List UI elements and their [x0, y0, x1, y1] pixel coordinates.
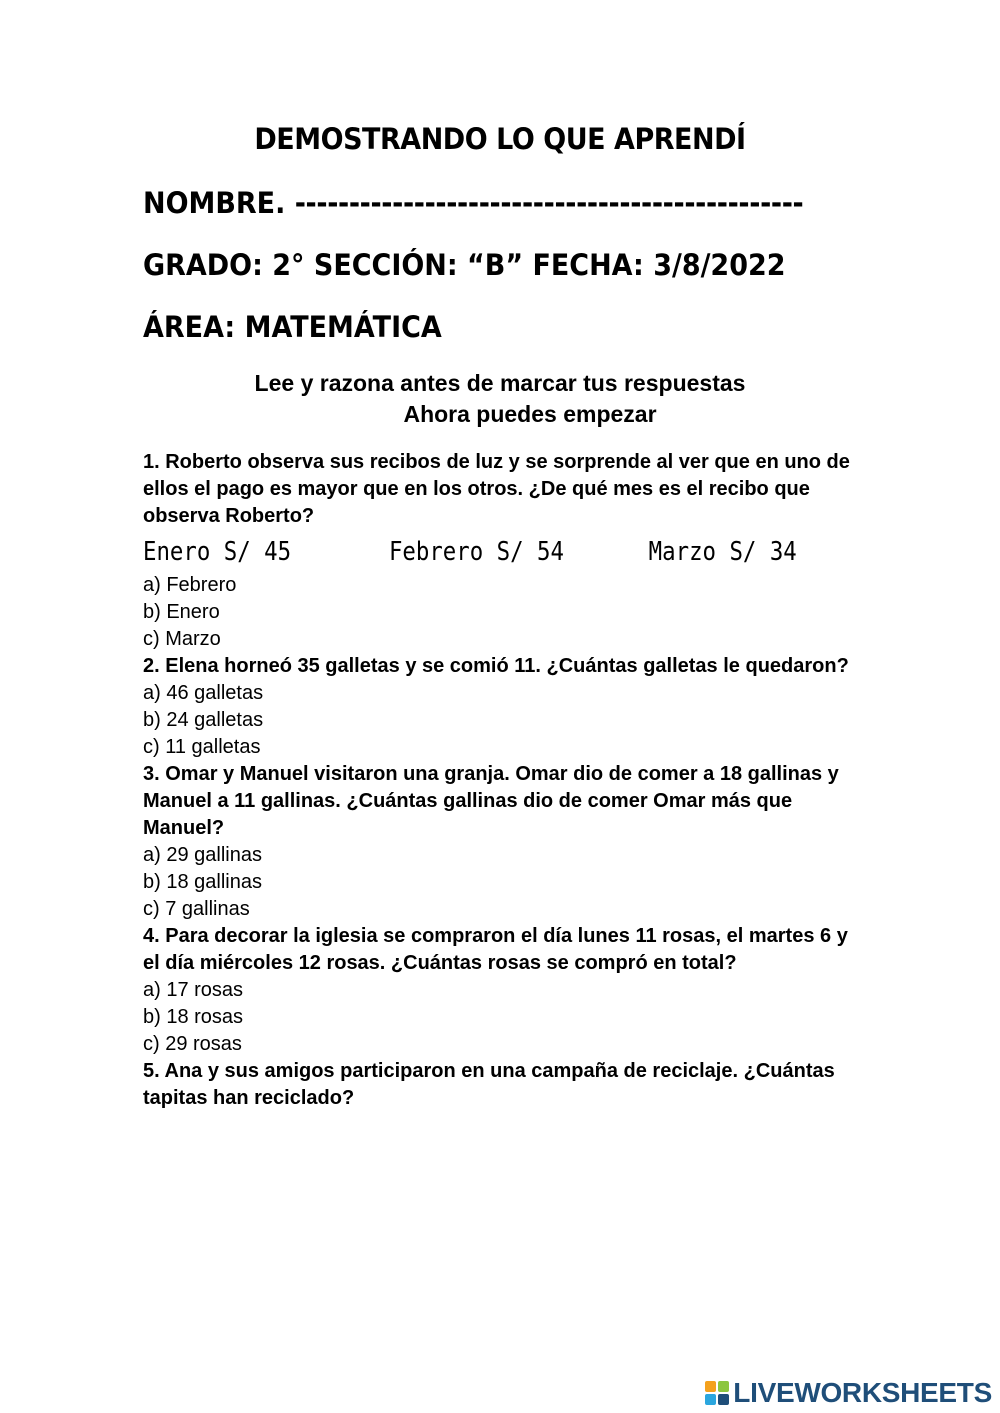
question-1-receipts	[143, 534, 857, 570]
page-title: DEMOSTRANDO LO QUE APRENDÍ	[254, 122, 746, 156]
questions-section	[143, 449, 863, 1112]
name-line	[143, 186, 803, 220]
question-2-option-c[interactable]: c) 11 galletas	[143, 736, 261, 758]
question-4-option-a[interactable]: a) 17 rosas	[143, 979, 244, 1001]
subject-area-line: ÁREA: MATEMÁTICA	[143, 310, 442, 344]
name-label: NOMBRE.	[143, 186, 286, 220]
receipt-march: Marzo S/ 34	[648, 537, 797, 567]
instructions	[0, 368, 1000, 430]
name-blank-field[interactable]: -----------------------------------------------	[294, 186, 804, 220]
receipt-february: Febrero S/ 54	[388, 537, 564, 567]
question-2-text: 2. Elena horneó 35 galletas y se comió 11. ¿Cuántas galletas le quedaron?	[143, 655, 849, 677]
liveworksheets-logo	[705, 1375, 992, 1411]
question-1-option-a[interactable]: a) Febrero	[143, 574, 237, 596]
receipt-january: Enero S/ 45	[143, 537, 292, 567]
question-4-option-c[interactable]: c) 29 rosas	[143, 1033, 242, 1055]
question-1-option-b[interactable]: b) Enero	[143, 601, 220, 623]
question-3-text: 3. Omar y Manuel visitaron una granja. Omar dio de comer a 18 gallinas y Manuel a 11 gallinas. ¿Cuántas gallinas dio de comer Omar más que Manuel?	[143, 763, 839, 839]
liveworksheets-brand-text: LIVEWORKSHEETS	[733, 1377, 992, 1408]
question-1-text: 1. Roberto observa sus recibos de luz y se sorprende al ver que en uno de ellos el pago es mayor que en los otros. ¿De qué mes es el recibo que observa Roberto?	[143, 451, 850, 527]
question-2-option-b[interactable]: b) 24 galletas	[143, 709, 264, 731]
question-4-text: 4. Para decorar la iglesia se compraron el día lunes 11 rosas, el martes 6 y el día miércoles 12 rosas. ¿Cuántas rosas se compró en total?	[143, 925, 848, 974]
question-3-option-c[interactable]: c) 7 gallinas	[143, 898, 250, 920]
question-3-option-a[interactable]: a) 29 gallinas	[143, 844, 262, 866]
question-2-option-a[interactable]: a) 46 galletas	[143, 682, 264, 704]
question-5-text: 5. Ana y sus amigos participaron en una campaña de reciclaje. ¿Cuántas tapitas han reciclado?	[143, 1060, 835, 1109]
question-4-option-b[interactable]: b) 18 rosas	[143, 1006, 244, 1028]
instructions-line-2: Ahora puedes empezar	[403, 401, 657, 427]
question-3-option-b[interactable]: b) 18 gallinas	[143, 871, 262, 893]
grade-section-date-line: GRADO: 2° SECCIÓN: “B” FECHA: 3/8/2022	[143, 248, 786, 282]
question-1-option-c[interactable]: c) Marzo	[143, 628, 221, 650]
liveworksheets-logo-icon	[705, 1381, 729, 1405]
instructions-line-1: Lee y razona antes de marcar tus respuestas	[254, 370, 746, 396]
